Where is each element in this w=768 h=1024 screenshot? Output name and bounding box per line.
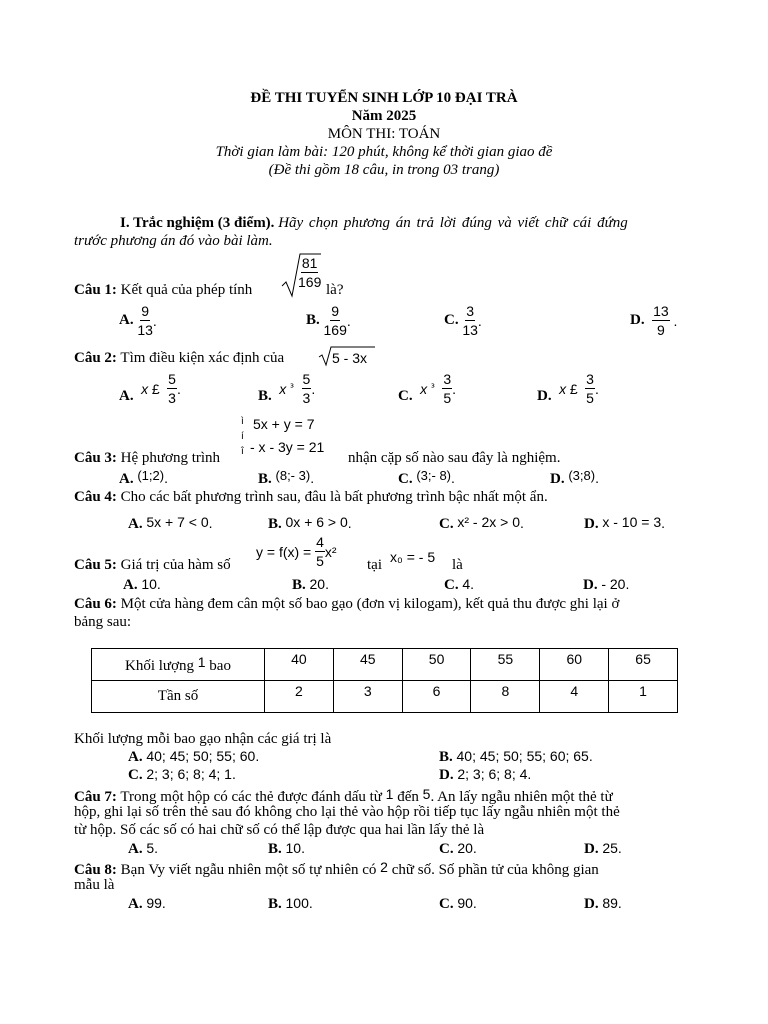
q3-equation-1: 5x + y = 7: [253, 416, 315, 432]
q8-text: Bạn Vy viết ngẫu nhiên một số tự nhiên có: [120, 862, 377, 878]
q6-option-d[interactable]: [439, 766, 531, 784]
q4-label: Câu 4:: [74, 489, 117, 505]
table-cell: 65: [609, 649, 678, 681]
option-value: (1;2): [137, 468, 165, 483]
q7-option-b[interactable]: B. 10.: [268, 840, 305, 857]
q5-function: [256, 535, 337, 568]
option-den: 5: [443, 390, 452, 406]
option-den: 3: [168, 390, 176, 406]
q2-label: Câu 2:: [74, 350, 117, 366]
option-value: 90: [457, 895, 473, 911]
table-cell: 45: [333, 649, 402, 681]
option-value: 0x + 6 > 0: [285, 514, 348, 530]
option-letter: C.: [398, 471, 413, 487]
option-value: (8;- 3): [275, 468, 311, 483]
q7-text: Trong một hộp có các thẻ được đánh dấu từ: [120, 789, 382, 805]
q5-tail: là: [452, 557, 463, 573]
section-instruction: Hãy chọn phương án trả lời đúng và viết chữ cái đứng: [278, 215, 628, 231]
option-den: 13: [462, 322, 478, 338]
option-value: (3;8): [568, 468, 596, 483]
option-den: 5: [586, 390, 594, 406]
option-value: 100: [285, 895, 309, 911]
option-letter: D.: [584, 516, 599, 532]
q4-option-a[interactable]: A. 5x + 7 < 0.: [128, 514, 213, 532]
table-header-mass: [92, 649, 265, 681]
option-value: (3;- 8): [416, 468, 452, 483]
option-value: x² - 2x > 0: [457, 514, 520, 530]
table-cell: 55: [471, 649, 540, 681]
option-value: 10: [141, 576, 157, 592]
q2-option-b[interactable]: B. x ³ $\frac{5}{3}$ .: [258, 371, 316, 406]
q5-option-a[interactable]: A. 10.: [123, 576, 161, 593]
header-text: Khối lượng: [125, 658, 194, 674]
option-letter: D.: [584, 841, 599, 857]
table-cell: 4: [540, 681, 609, 713]
q6-text-cont: bảng sau:: [74, 614, 132, 630]
option-value: 5x + 7 < 0: [146, 514, 209, 530]
q3-text: Hệ phương trình: [120, 450, 221, 466]
q2-text: Tìm điều kiện xác định của: [120, 350, 285, 366]
q1-option-a[interactable]: A. $\frac{9}{13}$ .: [119, 303, 157, 338]
q5-mid: tại: [367, 557, 382, 573]
table-cell: 3: [333, 681, 402, 713]
option-den: 9: [656, 322, 665, 338]
q6-option-a[interactable]: [128, 748, 259, 766]
q7-text-line3: từ hộp. Số các số có hai chữ số có thể lập được qua hai lần lấy thẻ là: [74, 822, 485, 838]
q1-option-c[interactable]: C. $\frac{3}{13}$ .: [444, 303, 482, 338]
option-letter: B.: [439, 749, 453, 765]
option-letter: B.: [292, 577, 306, 593]
q5-point: x₀ = - 5: [390, 549, 436, 565]
q7-option-d[interactable]: D. 25.: [584, 840, 622, 857]
option-letter: D.: [439, 767, 454, 783]
option-letter: A.: [128, 516, 143, 532]
option-letter: D.: [550, 471, 565, 487]
option-den: 13: [137, 322, 153, 338]
table-cell: 60: [540, 649, 609, 681]
exam-year: Năm 2025: [351, 108, 417, 124]
option-letter: A.: [119, 471, 134, 487]
option-letter: C.: [398, 388, 413, 404]
option-letter: B.: [258, 471, 272, 487]
option-symbol: ³: [290, 383, 295, 394]
option-letter: A.: [123, 577, 138, 593]
q8-stem: [74, 859, 599, 879]
option-num: 5: [302, 371, 311, 387]
table-row: [92, 681, 678, 713]
q6-label: Câu 6:: [74, 596, 117, 612]
q1-radicand: [298, 256, 321, 289]
q5-frac-num: 4: [316, 534, 324, 550]
option-value: 20: [309, 576, 326, 592]
q7-stem: [74, 786, 613, 806]
table-row: [92, 649, 678, 681]
option-num: 5: [168, 371, 176, 387]
option-value: 2; 3; 6; 8; 4; 1.: [146, 766, 236, 782]
option-letter: C.: [444, 577, 459, 593]
q7-option-a[interactable]: A. 5.: [128, 840, 159, 857]
q8-label: Câu 8:: [74, 862, 117, 878]
table-header-frequency: Tần số: [92, 681, 265, 713]
option-letter: C.: [444, 312, 459, 328]
q6-stem: [74, 596, 619, 613]
option-letter: D.: [537, 388, 552, 404]
q2-stem: [74, 350, 284, 367]
option-num: 3: [586, 371, 594, 387]
exam-title: ĐỀ THI TUYỂN SINH LỚP 10 ĐẠI TRÀ: [250, 90, 518, 106]
option-value: 2; 3; 6; 8; 4.: [457, 766, 532, 782]
q1-tail: là?: [326, 282, 344, 298]
option-num: 9: [331, 303, 340, 319]
q6-question: Khối lượng mỗi bao gạo nhận các giá trị là: [74, 731, 332, 747]
option-value: x - 10 = 3: [602, 514, 662, 530]
option-value: 40; 45; 50; 55; 60; 65.: [456, 748, 593, 764]
q5-function-right: x²: [324, 543, 337, 560]
q8-option-c[interactable]: C. 90.: [439, 895, 477, 912]
q5-function-left: y = f(x) =: [256, 543, 312, 560]
table-cell: 6: [402, 681, 471, 713]
option-symbol: £: [569, 380, 578, 397]
header-text: bao: [209, 658, 231, 674]
option-letter: D.: [630, 312, 645, 328]
section-instruction-cont: trước phương án đó vào bài làm.: [74, 233, 273, 249]
q3-brace: [241, 414, 244, 459]
q1-text: Kết quả của phép tính: [120, 282, 253, 298]
table-cell: 50: [402, 649, 471, 681]
q4-option-c[interactable]: C. x² - 2x > 0.: [439, 514, 524, 532]
option-letter: A.: [128, 841, 143, 857]
option-value: - 20: [601, 576, 626, 592]
exam-subject: MÔN THI: TOÁN: [327, 126, 441, 142]
q6-option-b[interactable]: [439, 748, 593, 766]
q6-text: Một cửa hàng đem cân một số bao gạo (đơn vị kilogam), kết quả thu được ghi lại ở: [120, 596, 620, 612]
brace-mark-top: ì: [241, 416, 244, 427]
table-cell: 2: [265, 681, 334, 713]
q8-text: chữ số. Số phần tử của không gian: [391, 862, 599, 878]
header-number: 1: [197, 654, 206, 670]
option-letter: B.: [268, 841, 282, 857]
q5-frac-den: 5: [316, 553, 324, 569]
q3-tail: nhận cặp số nào sau đây là nghiệm.: [348, 450, 561, 466]
q2-option-d[interactable]: D. x £ $\frac{3}{5}$ .: [537, 371, 599, 406]
q1-label: Câu 1:: [74, 282, 117, 298]
q5-option-d[interactable]: D. - 20.: [583, 576, 630, 593]
option-value: 89: [602, 895, 618, 911]
option-letter: A.: [119, 388, 134, 404]
option-num: 3: [466, 303, 475, 319]
option-value: 10: [285, 840, 302, 856]
option-letter: A.: [119, 312, 134, 328]
q1-option-b[interactable]: B. $\frac{9}{169}$ .: [306, 303, 351, 338]
q8-option-d[interactable]: D. 89.: [584, 895, 622, 912]
q4-option-b[interactable]: B. 0x + 6 > 0.: [268, 514, 352, 532]
q3-option-b[interactable]: B. (8;- 3).: [258, 468, 315, 487]
option-value: 99: [146, 895, 162, 911]
q4-option-d[interactable]: D. x - 10 = 3.: [584, 514, 665, 532]
option-letter: D.: [583, 577, 598, 593]
option-var: x: [420, 380, 428, 397]
option-letter: B.: [306, 312, 320, 328]
option-var: x: [141, 380, 149, 397]
option-letter: A.: [128, 896, 143, 912]
q1-stem: [74, 282, 252, 299]
option-letter: D.: [584, 896, 599, 912]
option-letter: C.: [439, 841, 454, 857]
q7-number: 1: [385, 786, 394, 802]
q8-option-b[interactable]: B. 100.: [268, 895, 313, 912]
option-symbol: ³: [430, 383, 435, 394]
q7-text: đến: [397, 789, 419, 805]
q3-option-a[interactable]: A. (1;2).: [119, 468, 168, 487]
option-letter: A.: [128, 749, 143, 765]
q4-stem: [74, 489, 548, 506]
option-num: 9: [141, 303, 150, 319]
option-den: 169: [323, 322, 347, 338]
q2-option-c[interactable]: C. x ³ $\frac{3}{5}$ .: [398, 371, 457, 406]
brace-mark-bottom: î: [241, 446, 244, 457]
q5-option-b[interactable]: B. 20.: [292, 576, 329, 593]
q3-option-d[interactable]: D. (3;8).: [550, 468, 599, 487]
option-num: 13: [653, 303, 669, 319]
section-heading: I. Trắc nghiệm (3 điểm).: [120, 215, 275, 231]
option-value: 4: [462, 576, 471, 592]
option-symbol: £: [151, 380, 160, 397]
option-value: 5: [146, 840, 155, 856]
exam-time: Thời gian làm bài: 120 phút, không kể thời gian giao đề: [215, 144, 553, 160]
brace-mark-mid: í: [241, 431, 244, 442]
q8-option-a[interactable]: A. 99.: [128, 895, 166, 912]
q7-number: 5: [422, 786, 431, 802]
frequency-table: [91, 648, 678, 713]
table-cell: 8: [471, 681, 540, 713]
exam-note: (Đề thi gồm 18 câu, in trong 03 trang): [268, 162, 500, 178]
q2-radicand: 5 - 3x: [332, 350, 368, 366]
option-value: 40; 45; 50; 55; 60.: [146, 748, 260, 764]
q8-number: 2: [380, 859, 388, 875]
q5-label: Câu 5:: [74, 557, 117, 573]
q7-label: Câu 7:: [74, 789, 117, 805]
q1-radicand-den: 169: [298, 274, 322, 290]
option-den: 3: [302, 390, 311, 406]
q2-option-a[interactable]: A. x £ $\frac{5}{3}$ .: [119, 371, 181, 406]
q5-option-c[interactable]: C. 4.: [444, 576, 475, 593]
option-var: x: [279, 380, 287, 397]
q3-option-c[interactable]: C. (3;- 8).: [398, 468, 455, 487]
q5-stem: [74, 557, 231, 574]
option-letter: B.: [258, 388, 272, 404]
q7-option-c[interactable]: C. 20.: [439, 840, 477, 857]
q5-text: Giá trị của hàm số: [120, 557, 231, 573]
q7-text-line2: hộp, ghi lại số trên thẻ sau đó không cho lại thẻ vào hộp rồi tiếp tục lấy ngẫu nhiên một thẻ: [74, 804, 620, 820]
section-heading-line: [120, 215, 628, 232]
table-cell: 1: [609, 681, 678, 713]
option-letter: C.: [439, 896, 454, 912]
q7-text: . An lấy ngẫu nhiên một thẻ từ: [430, 789, 613, 805]
option-value: 25: [602, 840, 618, 856]
option-value: 20: [457, 840, 473, 856]
q8-text-line2: mẫu là: [74, 877, 115, 893]
option-letter: B.: [268, 896, 282, 912]
option-letter: C.: [439, 516, 454, 532]
q1-option-d[interactable]: D. $\frac{13}{9}$ .: [630, 303, 678, 338]
q3-label: Câu 3:: [74, 450, 117, 466]
q1-radicand-num: 81: [301, 255, 318, 271]
option-num: 3: [443, 371, 452, 387]
q4-text: Cho các bất phương trình sau, đâu là bất phương trình bậc nhất một ẩn.: [120, 489, 548, 505]
q3-equation-2: - x - 3y = 21: [250, 439, 325, 455]
q6-option-c[interactable]: [128, 766, 236, 784]
option-letter: C.: [128, 767, 143, 783]
option-var: x: [559, 380, 567, 397]
table-cell: 40: [265, 649, 334, 681]
option-letter: B.: [268, 516, 282, 532]
q3-stem: [74, 450, 220, 467]
